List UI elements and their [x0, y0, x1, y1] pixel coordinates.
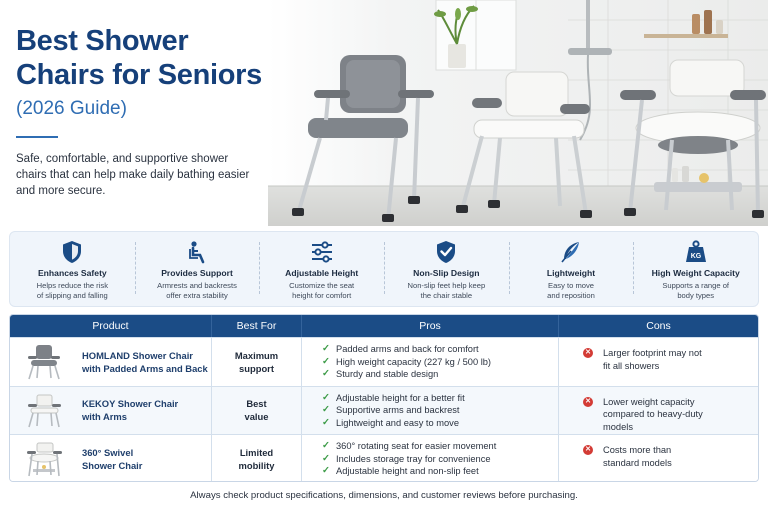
pros-list	[302, 435, 558, 478]
column-header-product: Product	[10, 315, 212, 337]
feature-description: Customize the seat height for comfort	[289, 281, 355, 300]
pros-list	[302, 338, 558, 381]
cons-cell	[559, 435, 758, 482]
feature-provides-support	[135, 232, 260, 306]
pro-item	[322, 356, 558, 369]
con-item	[583, 396, 758, 434]
title-divider	[16, 136, 58, 138]
pro-text: 360° rotating seat for easier movement	[336, 441, 497, 451]
con-text: Lower weight capacity compared to heavy-duty models	[603, 396, 703, 432]
hero-text	[16, 24, 278, 199]
check-icon: ✓	[322, 452, 330, 464]
table-row	[10, 434, 758, 482]
best-for-cell: Maximum support	[212, 338, 302, 386]
intro-text: Safe, comfortable, and supportive shower chairs that can help make daily bathing easier and more secure.	[16, 153, 250, 197]
pro-text: Supportive arms and backrest	[336, 405, 460, 416]
shield-icon	[59, 240, 85, 264]
feature-description: Easy to move and reposition	[547, 281, 595, 300]
badge-check-icon	[433, 240, 459, 264]
product-thumbnail	[24, 439, 64, 479]
cons-list	[559, 387, 758, 434]
comparison-table	[9, 314, 759, 482]
con-item	[583, 347, 758, 372]
product-name: HOMLAND Shower Chair with Padded Arms and Back	[82, 349, 208, 374]
cross-icon: ✕	[583, 397, 593, 407]
pro-item	[322, 343, 558, 356]
check-icon: ✓	[322, 368, 330, 380]
pro-text: Lightweight and easy to move	[336, 417, 460, 428]
seated-person-icon	[184, 240, 210, 264]
pros-cell	[302, 338, 559, 386]
hero-image	[268, 0, 768, 226]
pros-cell	[302, 435, 559, 482]
feature-title: Enhances Safety	[37, 268, 107, 278]
pro-item	[322, 465, 558, 478]
best-for-cell: Limited mobility	[212, 435, 302, 482]
feather-icon	[558, 240, 584, 264]
check-icon: ✓	[322, 416, 330, 428]
pro-text: High weight capacity (227 kg / 500 lb)	[336, 356, 492, 367]
check-icon: ✓	[322, 404, 330, 416]
weight-icon-label: KG	[690, 253, 701, 260]
pro-text: Padded arms and back for comfort	[336, 344, 479, 354]
pro-text: Adjustable height and non-slip feet	[336, 466, 479, 477]
product-thumbnail	[24, 342, 64, 382]
pro-item	[322, 453, 558, 466]
pros-cell	[302, 387, 559, 435]
page-title: Best Shower Chairs for Seniors	[16, 25, 262, 91]
pro-item	[322, 392, 558, 405]
column-header-cons: Cons	[646, 320, 671, 332]
pros-list	[302, 387, 558, 430]
feature-high-weight-capacity	[633, 232, 758, 306]
footer-disclaimer: Always check product specifications, dimensions, and customer reviews before purchasing.	[190, 490, 578, 501]
pro-item	[322, 440, 558, 453]
table-row	[10, 386, 758, 435]
hero-section	[0, 0, 768, 226]
kg-weight-icon	[683, 240, 709, 264]
product-thumbnail	[24, 390, 64, 430]
feature-strip	[9, 231, 759, 307]
cons-list	[559, 338, 758, 372]
feature-description: Non-slip feet help keep the chair stable	[407, 281, 486, 300]
table-row	[10, 337, 758, 386]
cons-cell	[559, 387, 758, 435]
cross-icon: ✕	[583, 348, 593, 358]
cross-icon: ✕	[583, 445, 593, 455]
check-icon: ✓	[322, 391, 330, 403]
check-icon: ✓	[322, 355, 330, 367]
cons-cell	[559, 338, 758, 386]
feature-adjustable-height	[259, 232, 384, 306]
check-icon: ✓	[322, 440, 330, 451]
product-cell	[10, 435, 212, 482]
feature-description: Helps reduce the risk of slipping and falling	[36, 281, 108, 300]
pro-item	[322, 417, 558, 430]
column-header-best-for: Best For	[212, 315, 302, 337]
feature-title: Adjustable Height	[285, 268, 359, 278]
column-header-pros: Pros	[302, 315, 559, 337]
pro-item	[322, 368, 558, 381]
feature-title: Provides Support	[161, 268, 233, 278]
feature-description: Supports a range of body types	[662, 281, 730, 300]
best-for-cell: Best value	[212, 387, 302, 435]
feature-description: Armrests and backrests offer extra stability	[157, 281, 237, 300]
table-header	[10, 315, 758, 337]
feature-title: Non-Slip Design	[413, 268, 480, 278]
check-icon: ✓	[322, 343, 330, 354]
con-text: Costs more than standard models	[603, 445, 672, 468]
feature-title: High Weight Capacity	[651, 268, 740, 278]
con-text: Larger footprint may not fit all showers	[603, 348, 702, 371]
check-icon: ✓	[322, 465, 330, 477]
feature-non-slip-design	[384, 232, 509, 306]
sliders-icon	[309, 240, 335, 264]
page-subtitle: (2026 Guide)	[16, 98, 127, 119]
pro-text: Adjustable height for a better fit	[336, 392, 465, 403]
feature-enhances-safety	[10, 232, 135, 306]
pro-text: Sturdy and stable design	[336, 369, 439, 380]
product-cell	[10, 387, 212, 435]
product-name: 360° Swivel Shower Chair	[82, 446, 143, 471]
product-cell	[10, 338, 212, 386]
pro-text: Includes storage tray for convenience	[336, 453, 491, 464]
cons-list	[559, 435, 758, 469]
con-item	[583, 444, 758, 469]
feature-lightweight	[509, 232, 634, 306]
product-name: KEKOY Shower Chair with Arms	[82, 398, 179, 423]
feature-title: Lightweight	[546, 268, 596, 278]
pro-item	[322, 404, 558, 417]
